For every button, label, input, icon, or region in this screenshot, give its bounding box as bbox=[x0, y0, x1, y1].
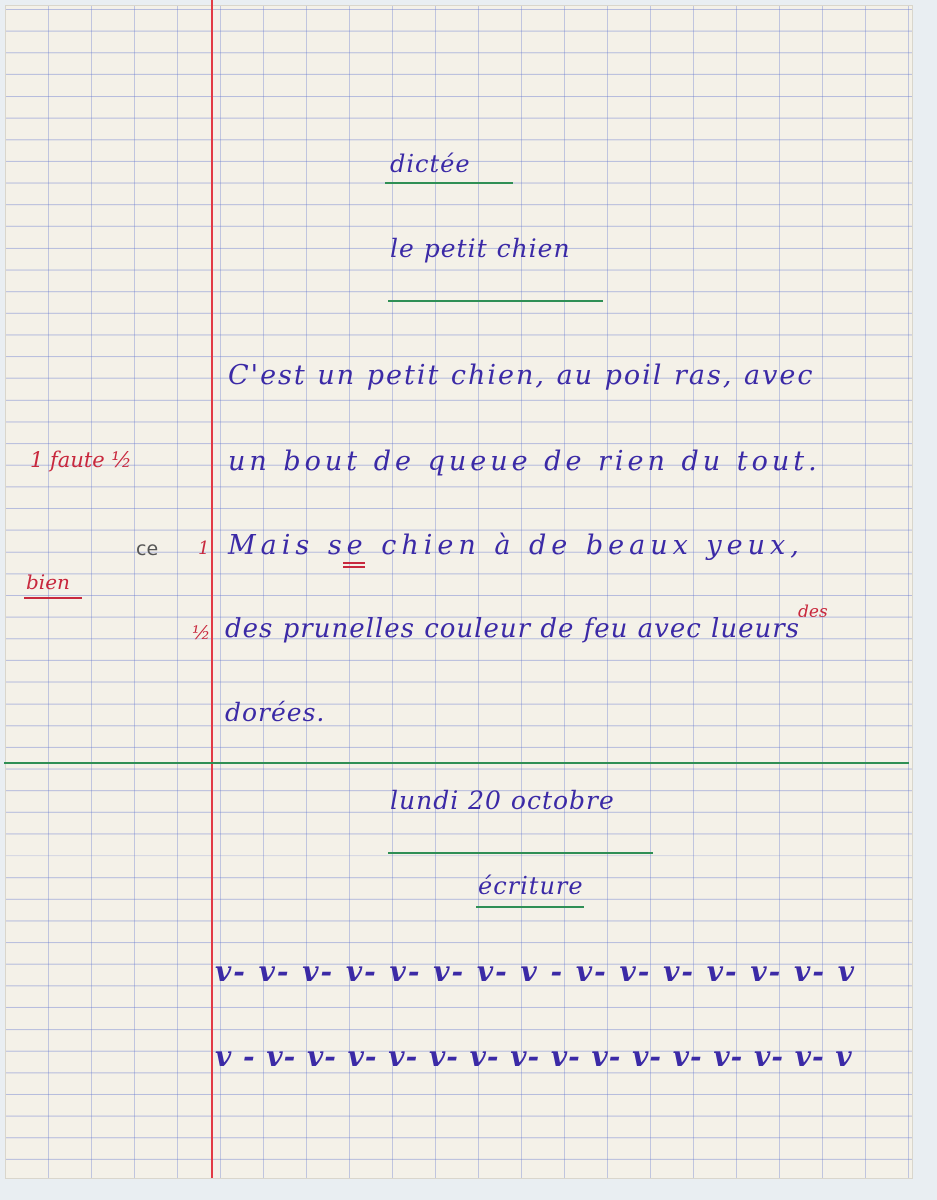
date-heading: lundi 20 octobre bbox=[390, 786, 615, 815]
mark-one: 1 bbox=[198, 538, 210, 559]
error-underline-2 bbox=[343, 566, 365, 568]
grade-annotation: bien bbox=[26, 570, 70, 594]
text-line-4: des prunelles couleur de feu avec lueurs bbox=[225, 614, 800, 644]
title-underline bbox=[385, 182, 513, 184]
text-line-1: C'est un petit chien, au poil ras, avec bbox=[228, 360, 815, 391]
margin-line bbox=[211, 0, 213, 1178]
text-line-2: un bout de queue de rien du tout. bbox=[228, 446, 821, 477]
text-line-3: Mais se chien à de beaux yeux, bbox=[228, 530, 804, 561]
error-underline bbox=[343, 562, 365, 564]
section-underline bbox=[476, 906, 584, 908]
subtitle-underline bbox=[388, 300, 603, 302]
writing-practice-row-1: v- v- v- v- v- v- v- v - v- v- v- v- v- v- v bbox=[215, 955, 856, 988]
mark-half: ½ bbox=[192, 622, 211, 644]
section-divider bbox=[4, 762, 909, 764]
writing-practice-row-2: v - v- v- v- v- v- v- v- v- v- v- v- v- v- v- v bbox=[215, 1040, 853, 1073]
date-underline bbox=[388, 852, 653, 854]
grade-underline bbox=[24, 597, 82, 599]
dictation-subtitle: le petit chien bbox=[390, 234, 571, 263]
correction-ce: ce bbox=[136, 538, 159, 560]
dictation-title: dictée bbox=[390, 150, 471, 178]
section-heading: écriture bbox=[478, 872, 584, 900]
insert-des: des bbox=[798, 602, 828, 622]
score-annotation: 1 faute ½ bbox=[30, 448, 132, 472]
text-line-5: dorées. bbox=[225, 698, 326, 727]
